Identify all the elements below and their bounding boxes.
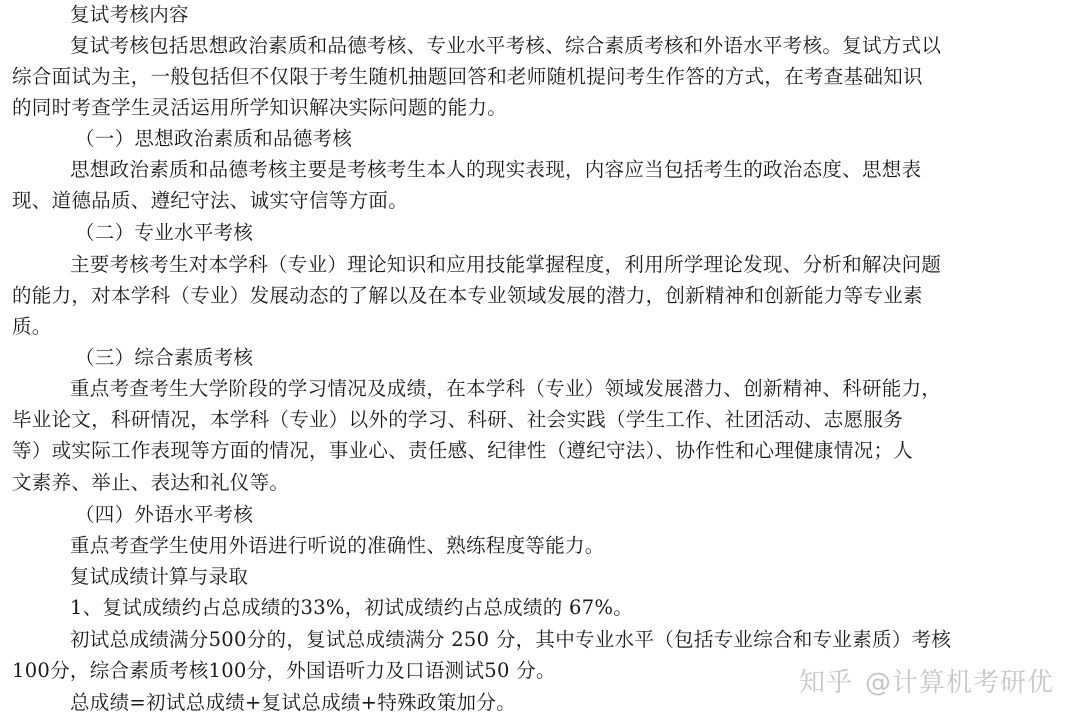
subheading-foreign-language: （四）外语水平考核 bbox=[75, 503, 254, 526]
subheading-political-ethics: （一）思想政治素质和品德考核 bbox=[75, 127, 353, 150]
paragraph-line: 等）或实际工作表现等方面的情况，事业心、责任感、纪律性（遵纪守法）、协作性和心理健康情况；人 bbox=[12, 439, 914, 462]
paragraph-line: 100分，综合素质考核100分，外国语听力及口语测试50 分。 bbox=[12, 659, 556, 682]
paragraph-line: 综合面试为主，一般包括但不仅限于考生随机抽题回答和老师随机提问考生作答的方式，在考查基础知识 bbox=[12, 65, 923, 88]
paragraph-line: 思想政治素质和品德考核主要是考核考生本人的现实表现，内容应当包括考生的政治态度、思想表 bbox=[70, 158, 922, 181]
paragraph-line: 1、复试成绩约占总成绩的33%，初试成绩约占总成绩的 67%。 bbox=[70, 596, 634, 619]
subheading-comprehensive-quality: （三）综合素质考核 bbox=[75, 346, 254, 369]
paragraph-line: 的同时考查学生灵活运用所学知识解决实际问题的能力。 bbox=[12, 96, 508, 119]
paragraph-line: 毕业论文，科研情况，本学科（专业）以外的学习、科研、社会实践（学生工作、社团活动、志愿服务 bbox=[12, 408, 904, 431]
paragraph-line: 复试考核包括思想政治素质和品德考核、专业水平考核、综合素质考核和外语水平考核。复试方式以 bbox=[70, 34, 942, 57]
paragraph-line: 文素养、举止、表达和礼仪等。 bbox=[12, 471, 290, 494]
section-heading-retest-content: 复试考核内容 bbox=[70, 3, 189, 26]
paragraph-line: 初试总成绩满分500分的，复试总成绩满分 250 分，其中专业水平（包括专业综合和专业素质）考核 bbox=[70, 628, 952, 651]
paragraph-line: 的能力，对本学科（专业）发展动态的了解以及在本专业领域发展的潜力，创新精神和创新能力等专业素 bbox=[12, 284, 923, 307]
paragraph-line: 重点考查学生使用外语进行听说的准确性、熟练程度等能力。 bbox=[70, 534, 605, 557]
paragraph-line: 重点考查考生大学阶段的学习情况及成绩，在本学科（专业）领域发展潜力、创新精神、科研能力， bbox=[70, 377, 942, 400]
subheading-professional-level: （二）专业水平考核 bbox=[75, 221, 254, 244]
paragraph-line: 现、道德品质、遵纪守法、诚实守信等方面。 bbox=[12, 189, 409, 212]
paragraph-line: 总成绩=初试总成绩+复试总成绩+特殊政策加分。 bbox=[70, 691, 516, 714]
paragraph-line: 主要考核考生对本学科（专业）理论知识和应用技能掌握程度，利用所学理论发现、分析和解决问题 bbox=[70, 253, 942, 276]
watermark-site: 知乎 bbox=[798, 668, 853, 698]
section-heading-score-calculation: 复试成绩计算与录取 bbox=[70, 565, 249, 588]
paragraph-line: 质。 bbox=[12, 315, 52, 338]
watermark-author: @计算机考研优 bbox=[864, 668, 1054, 698]
watermark bbox=[799, 662, 1054, 699]
